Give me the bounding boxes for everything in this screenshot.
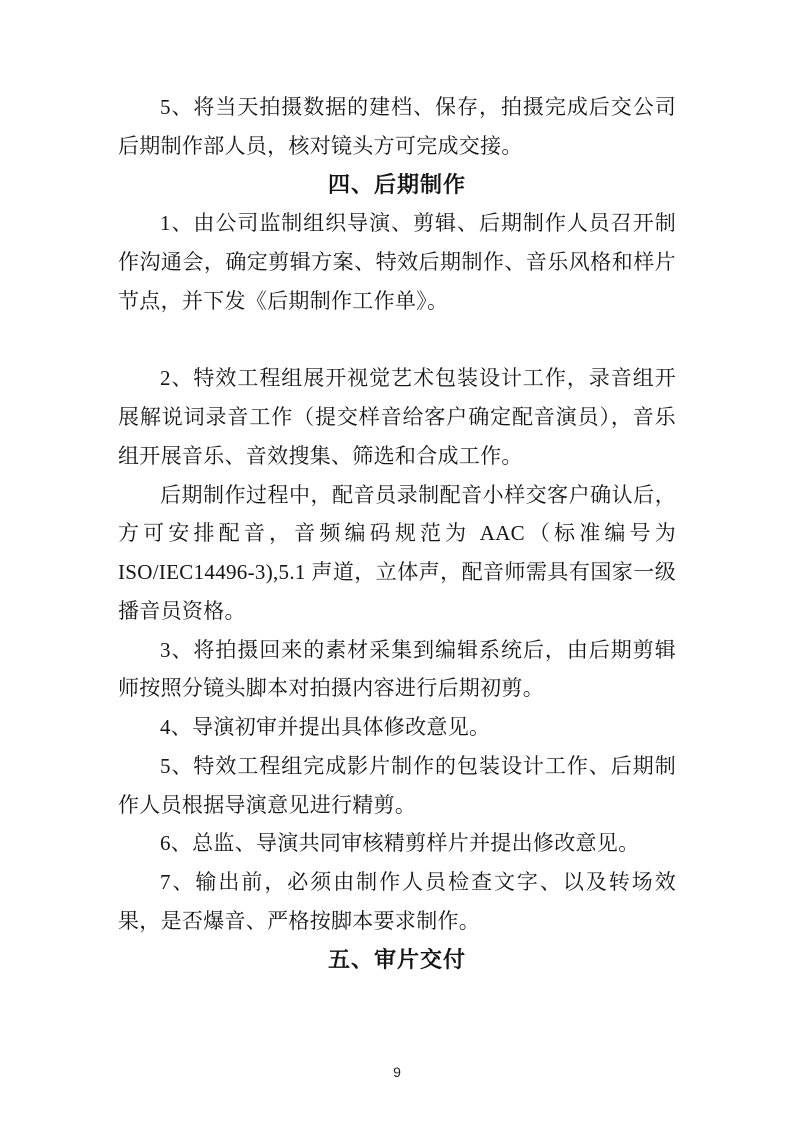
document-body: [118, 88, 676, 979]
paragraph-item3: 3、将拍摄回来的素材采集到编辑系统后，由后期剪辑师按照分镜头脚本对拍摄内容进行后期初剪。: [118, 637, 676, 701]
paragraph-item5: 5、特效工程组完成影片制作的包装设计工作、后期制作人员根据导演意见进行精剪。: [118, 753, 676, 817]
empty-line: [118, 321, 676, 360]
section-heading-review-delivery: 五、审片交付: [327, 946, 466, 972]
paragraph-item4: 4、导演初审并提出具体修改意见。: [160, 715, 491, 739]
paragraph-audio-spec: 后期制作过程中，配音员录制配音小样交客户确认后，方可安排配音，音频编码规范为 AAC（标准编号为 ISO/IEC14496-3),5.1 声道，立体声，配音师需具有国家一级播音员资格。: [118, 482, 676, 623]
section-heading-post-production: 四、后期制作: [327, 171, 466, 197]
paragraph-item7: 7、输出前，必须由制作人员检查文字、以及转场效果，是否爆音、严格按脚本要求制作。: [118, 870, 676, 933]
page-number: 9: [393, 1064, 401, 1080]
paragraph-item1: 1、由公司监制组织导演、剪辑、后期制作人员召开制作沟通会，确定剪辑方案、特效后期制作、音乐风格和样片节点，并下发《后期制作工作单》。: [118, 211, 676, 313]
paragraph-item2: 2、特效工程组展开视觉艺术包装设计工作，录音组开展解说词录音工作（提交样音给客户确定配音演员），音乐组开展音乐、音效搜集、筛选和合成工作。: [118, 366, 676, 468]
paragraph-item6: 6、总监、导演共同审核精剪样片并提出修改意见。: [160, 831, 640, 856]
paragraph-item5-continued: 5、将当天拍摄数据的建档、保存，拍摄完成后交公司后期制作部人员，核对镜头方可完成交接。: [118, 95, 676, 158]
